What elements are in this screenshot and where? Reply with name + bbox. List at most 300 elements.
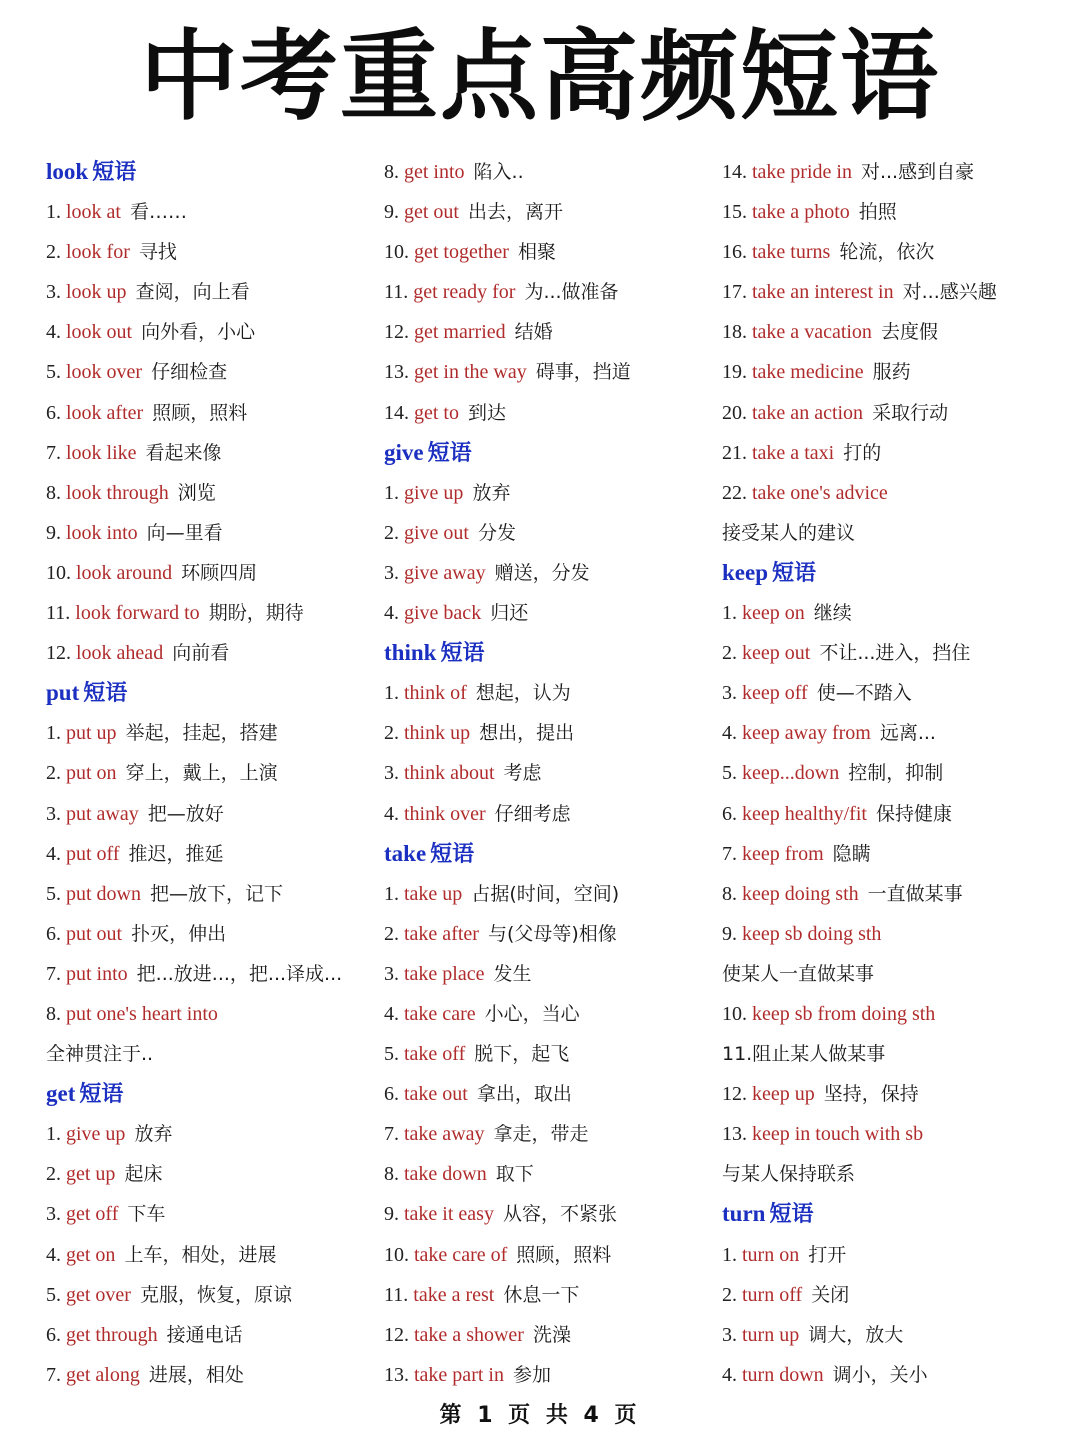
phrase-chinese: 出去，离开	[468, 201, 564, 224]
phrase-number: 7.	[722, 842, 737, 865]
phrase-chinese: 举起，挂起，搭建	[125, 722, 278, 745]
phrase-item	[384, 473, 722, 513]
section-header-word: keep	[722, 559, 768, 585]
phrase-english: get up	[66, 1163, 116, 1186]
phrase-number: 1.	[46, 1123, 61, 1146]
phrase-number: 4.	[46, 1243, 61, 1266]
phrase-chinese: 对...感到自豪	[860, 161, 975, 183]
phrase-english: take pride in	[752, 161, 852, 183]
phrase-number: 6.	[722, 802, 737, 825]
phrase-english: put off	[66, 842, 120, 865]
phrase-number: 10.	[384, 1243, 409, 1266]
phrase-item	[384, 192, 722, 232]
phrase-meaning-line: 接受某人的建议	[722, 521, 856, 544]
phrase-chinese: 分发	[478, 521, 517, 544]
phrase-english: think over	[404, 802, 486, 825]
phrase-english: turn on	[742, 1243, 800, 1266]
phrase-item	[384, 1074, 722, 1114]
phrase-item	[722, 1074, 1052, 1114]
section-header	[722, 553, 1052, 593]
phrase-english: take after	[404, 922, 479, 945]
phrase-english: put into	[66, 962, 128, 985]
phrase-item	[722, 713, 1052, 753]
phrase-item	[722, 593, 1052, 633]
phrase-english: get out	[404, 201, 459, 224]
phrase-english: take it easy	[404, 1203, 494, 1226]
phrase-number: 14.	[722, 161, 747, 183]
phrase-english: keep away from	[742, 722, 871, 745]
phrase-english: turn up	[742, 1323, 800, 1346]
phrase-english: look for	[66, 241, 130, 264]
phrase-number: 6.	[384, 1083, 399, 1106]
phrase-number: 2.	[384, 922, 399, 945]
phrase-number: 14.	[384, 401, 409, 424]
phrase-item	[46, 1235, 384, 1275]
phrase-number: 3.	[384, 762, 399, 785]
phrase-item	[46, 794, 384, 834]
section-header	[46, 152, 384, 192]
phrase-chinese: 打的	[843, 441, 882, 464]
section-header-word: turn	[722, 1201, 766, 1227]
phrase-english: put away	[66, 802, 139, 825]
section-header-label: 短语	[430, 841, 475, 867]
phrase-chinese: 下车	[127, 1203, 166, 1226]
phrase-english: take one's advice	[752, 481, 888, 504]
phrase-number: 5.	[384, 1043, 399, 1066]
phrase-english: put out	[66, 922, 123, 945]
phrase-english: think about	[404, 762, 495, 785]
phrase-number: 5.	[46, 882, 61, 905]
phrase-number: 4.	[722, 1363, 737, 1386]
phrase-item	[722, 673, 1052, 713]
phrase-item	[722, 152, 1052, 192]
section-header	[384, 633, 722, 673]
phrase-english: get off	[66, 1203, 119, 1226]
phrase-english: think up	[404, 722, 471, 745]
phrase-chinese: 到达	[468, 401, 507, 424]
phrase-english: give back	[404, 602, 482, 625]
phrase-chinese: 进展，相处	[148, 1363, 244, 1386]
phrase-number: 19.	[722, 361, 747, 384]
phrase-number: 17.	[722, 281, 747, 304]
phrase-chinese: 取下	[495, 1163, 534, 1186]
column-2	[384, 152, 722, 1395]
phrase-chinese: 接通电话	[166, 1323, 243, 1346]
phrase-item	[384, 1275, 722, 1315]
phrase-meaning-line: 使某人一直做某事	[722, 962, 875, 985]
phrase-chinese: 把—放好	[147, 802, 224, 825]
phrase-number: 3.	[384, 962, 399, 985]
phrase-item	[722, 473, 1052, 513]
phrase-english: take away	[404, 1123, 485, 1146]
phrase-english: take a vacation	[752, 321, 872, 344]
phrase-english: keep on	[742, 602, 805, 625]
phrase-item	[46, 713, 384, 753]
phrase-english: take up	[404, 882, 463, 905]
phrase-chinese: 远离...	[879, 722, 936, 745]
phrase-chinese: 继续	[813, 602, 852, 625]
phrase-number: 22.	[722, 481, 747, 504]
phrase-chinese: 参加	[512, 1363, 551, 1386]
phrase-number: 10.	[722, 1002, 747, 1025]
phrase-english: keep up	[752, 1083, 815, 1106]
phrase-item	[722, 433, 1052, 473]
phrase-number: 2.	[46, 241, 61, 264]
phrase-number: 21.	[722, 441, 747, 464]
page-title: 中考重点高频短语	[139, 20, 940, 134]
phrase-item	[384, 393, 722, 433]
phrase-item	[384, 152, 722, 192]
phrase-item	[384, 1194, 722, 1234]
phrase-number: 7.	[46, 1363, 61, 1386]
phrase-number: 20.	[722, 401, 747, 424]
phrase-chinese: 从容，不紧张	[502, 1203, 617, 1226]
phrase-chinese: 小心，当心	[484, 1002, 580, 1025]
phrase-item	[384, 954, 722, 994]
phrase-number: 12.	[384, 321, 409, 344]
phrase-number: 2.	[384, 722, 399, 745]
phrase-number: 4.	[384, 802, 399, 825]
phrase-chinese: 浏览	[177, 481, 216, 504]
phrase-number: 1.	[722, 1243, 737, 1266]
phrase-chinese: 期盼，期待	[208, 602, 304, 625]
phrase-number: 9.	[384, 1203, 399, 1226]
section-header-label: 短语	[427, 440, 472, 466]
section-header-label: 短语	[769, 1202, 814, 1228]
phrase-english: put on	[66, 762, 117, 785]
phrase-item	[384, 593, 722, 633]
phrase-english: get on	[66, 1243, 116, 1266]
phrase-number: 11.	[46, 602, 71, 625]
phrase-english: look after	[66, 401, 144, 424]
phrase-item	[46, 1315, 384, 1355]
phrase-chinese: 休息一下	[503, 1283, 580, 1306]
phrase-english: take down	[404, 1163, 487, 1186]
phrase-number: 5.	[722, 762, 737, 785]
phrase-chinese: 上车，相处，进展	[124, 1243, 277, 1266]
phrase-english: look through	[66, 481, 169, 504]
phrase-item	[46, 1355, 384, 1395]
phrase-chinese: 一直做某事	[867, 882, 963, 905]
phrase-meaning-line: 11.阻止某人做某事	[722, 1043, 886, 1066]
phrase-chinese: 放弃	[134, 1123, 173, 1146]
phrase-number: 12.	[384, 1323, 409, 1346]
phrase-english: put up	[66, 722, 117, 745]
phrase-english: look over	[66, 361, 143, 384]
phrase-meaning-line: 全神贯注于..	[46, 1043, 154, 1066]
phrase-item	[384, 352, 722, 392]
phrase-item	[46, 753, 384, 793]
phrase-item	[722, 192, 1052, 232]
phrase-chinese: 调大，放大	[808, 1323, 904, 1346]
phrase-english: get into	[404, 161, 465, 183]
phrase-item	[384, 753, 722, 793]
phrase-item	[722, 393, 1052, 433]
phrase-number: 1.	[46, 722, 61, 745]
phrase-item	[46, 473, 384, 513]
phrase-english: think of	[404, 682, 467, 705]
phrase-item	[722, 232, 1052, 272]
phrase-number: 1.	[384, 882, 399, 905]
phrase-number: 4.	[384, 1002, 399, 1025]
phrase-item	[384, 553, 722, 593]
phrase-item	[722, 753, 1052, 793]
phrase-english: keep sb doing sth	[742, 922, 882, 945]
phrase-chinese: 不让...进入，挡住	[819, 642, 971, 665]
phrase-number: 4.	[46, 321, 61, 344]
section-header	[722, 1194, 1052, 1234]
phrase-english: keep sb from doing sth	[752, 1002, 936, 1025]
phrase-columns	[46, 152, 1046, 1395]
phrase-number: 8.	[722, 882, 737, 905]
phrase-english: keep...down	[742, 762, 840, 785]
phrase-number: 2.	[722, 1283, 737, 1306]
phrase-english: get together	[414, 241, 509, 264]
section-header	[384, 433, 722, 473]
phrase-chinese: 推迟，推延	[128, 842, 224, 865]
phrase-item	[46, 1275, 384, 1315]
phrase-english: give out	[404, 521, 469, 544]
phrase-number: 10.	[46, 561, 71, 584]
phrase-item	[722, 312, 1052, 352]
phrase-number: 4.	[722, 722, 737, 745]
phrase-chinese: 洗澡	[532, 1323, 571, 1346]
section-header	[46, 673, 384, 713]
phrase-item	[722, 834, 1052, 874]
phrase-english: look at	[66, 201, 121, 224]
phrase-item	[46, 352, 384, 392]
phrase-chinese: 寻找	[138, 241, 177, 264]
phrase-item	[384, 713, 722, 753]
phrase-english: take an action	[752, 401, 864, 424]
phrase-chinese: 向—里看	[146, 521, 223, 544]
page-footer: 第 1 页 共 4 页	[439, 1403, 641, 1428]
phrase-chinese: 拿走，带走	[493, 1123, 589, 1146]
section-header-word: get	[46, 1081, 76, 1107]
phrase-number: 3.	[46, 1203, 61, 1226]
phrase-number: 6.	[46, 1323, 61, 1346]
phrase-english: take an interest in	[752, 281, 894, 304]
phrase-chinese: 起床	[124, 1163, 163, 1186]
phrase-item	[46, 994, 384, 1034]
phrase-chinese: 穿上，戴上，上演	[125, 762, 278, 785]
phrase-english: take a rest	[413, 1283, 495, 1306]
phrase-chinese: 拍照	[858, 201, 897, 224]
phrase-english: put down	[66, 882, 141, 905]
phrase-english: look into	[66, 521, 138, 544]
phrase-item	[384, 994, 722, 1034]
phrase-item	[384, 312, 722, 352]
phrase-item	[722, 874, 1052, 914]
phrase-item	[384, 272, 722, 312]
phrase-english: take a photo	[752, 201, 850, 224]
phrase-item	[46, 393, 384, 433]
phrase-english: take care of	[414, 1243, 508, 1266]
phrase-number: 8.	[46, 481, 61, 504]
phrase-item	[384, 1355, 722, 1395]
phrase-number: 5.	[46, 1283, 61, 1306]
phrase-chinese: 发生	[493, 962, 532, 985]
phrase-item	[46, 1154, 384, 1194]
phrase-number: 6.	[46, 922, 61, 945]
phrase-number: 9.	[46, 521, 61, 544]
phrase-item	[46, 834, 384, 874]
phrase-english: keep in touch with sb	[752, 1123, 924, 1146]
phrase-number: 2.	[46, 762, 61, 785]
phrase-english: keep off	[742, 682, 808, 705]
phrase-chinese: 控制，抑制	[848, 762, 944, 785]
phrase-number: 11.	[384, 281, 409, 304]
phrase-number: 11.	[384, 1283, 409, 1306]
section-header-label: 短语	[79, 1082, 124, 1108]
phrase-english: look ahead	[76, 642, 164, 665]
section-header-word: put	[46, 680, 80, 706]
phrase-english: get ready for	[413, 281, 516, 304]
phrase-chinese: 仔细考虑	[494, 802, 571, 825]
phrase-number: 18.	[722, 321, 747, 344]
phrase-number: 1.	[384, 481, 399, 504]
phrase-english: take off	[404, 1043, 466, 1066]
phrase-item	[384, 1154, 722, 1194]
phrase-chinese: 向前看	[172, 642, 230, 665]
phrase-number: 16.	[722, 241, 747, 264]
phrase-english: look forward to	[75, 602, 200, 625]
phrase-chinese: 坚持，保持	[823, 1083, 919, 1106]
phrase-item	[46, 312, 384, 352]
phrase-english: take care	[404, 1002, 476, 1025]
phrase-number: 6.	[46, 401, 61, 424]
phrase-english: take a taxi	[752, 441, 835, 464]
phrase-number: 2.	[46, 1163, 61, 1186]
phrase-chinese: 轮流，依次	[839, 241, 935, 264]
phrase-english: take out	[404, 1083, 468, 1106]
phrase-english: keep from	[742, 842, 824, 865]
phrase-item	[46, 874, 384, 914]
section-header-word: look	[46, 159, 89, 184]
phrase-item	[722, 994, 1052, 1034]
phrase-chinese: 向外看，小心	[141, 321, 256, 344]
phrase-number: 4.	[384, 602, 399, 625]
phrase-chinese: 关闭	[811, 1283, 850, 1306]
phrase-item	[46, 232, 384, 272]
phrase-chinese: 环顾四周	[181, 561, 258, 584]
phrase-number: 3.	[46, 802, 61, 825]
phrase-item	[46, 914, 384, 954]
phrase-chinese: 陷入..	[473, 161, 524, 183]
phrase-english: look like	[66, 441, 137, 464]
phrase-english: get married	[414, 321, 506, 344]
phrase-chinese: 对...感兴趣	[902, 281, 997, 304]
phrase-number: 12.	[722, 1083, 747, 1106]
section-header	[46, 1074, 384, 1114]
phrase-item	[46, 1194, 384, 1234]
phrase-item	[722, 1235, 1052, 1275]
phrase-item	[384, 673, 722, 713]
phrase-item	[384, 914, 722, 954]
phrase-number: 15.	[722, 201, 747, 224]
phrase-chinese: 结婚	[514, 321, 553, 344]
phrase-chinese: 服药	[872, 361, 911, 384]
phrase-number: 3.	[384, 561, 399, 584]
phrase-chinese: 克服，恢复，原谅	[139, 1283, 292, 1306]
phrase-number: 8.	[384, 1163, 399, 1186]
phrase-chinese: 去度假	[880, 321, 938, 344]
phrase-number: 3.	[46, 281, 61, 304]
phrase-chinese: 看起来像	[145, 441, 222, 464]
phrase-number: 7.	[46, 962, 61, 985]
phrase-english: look out	[66, 321, 133, 344]
phrase-english: give up	[404, 481, 464, 504]
phrase-chinese: 隐瞒	[832, 842, 871, 865]
phrase-english: get along	[66, 1363, 140, 1386]
phrase-chinese: 放弃	[472, 481, 511, 504]
phrase-number: 8.	[46, 1002, 61, 1025]
phrase-item	[722, 633, 1052, 673]
phrase-number: 12.	[46, 642, 71, 665]
phrase-item	[384, 1114, 722, 1154]
phrase-number: 13.	[722, 1123, 747, 1146]
phrase-chinese: 把—放下，记下	[150, 882, 284, 905]
phrase-english: look up	[66, 281, 127, 304]
phrase-meaning-line: 与某人保持联系	[722, 1163, 856, 1186]
phrase-chinese: 归还	[490, 602, 529, 625]
phrase-english: keep doing sth	[742, 882, 859, 905]
phrase-english: give up	[66, 1123, 126, 1146]
phrase-chinese: 想起，认为	[475, 682, 571, 705]
phrase-chinese: 碍事，挡道	[535, 361, 631, 384]
phrase-chinese: 考虑	[503, 762, 542, 785]
phrase-chinese: 采取行动	[872, 401, 949, 424]
phrase-chinese: 照顾，照料	[152, 401, 248, 424]
phrase-english: get in the way	[414, 361, 527, 384]
section-header-word: think	[384, 640, 437, 666]
phrase-chinese: 想出，提出	[479, 722, 575, 745]
phrase-item	[46, 553, 384, 593]
phrase-number: 8.	[384, 161, 399, 183]
phrase-english: turn off	[742, 1283, 803, 1306]
phrase-english: take turns	[752, 241, 831, 264]
phrase-item	[722, 1275, 1052, 1315]
phrase-item	[722, 1355, 1052, 1395]
phrase-english: take medicine	[752, 361, 864, 384]
phrase-english: keep healthy/fit	[742, 802, 867, 825]
section-header	[384, 834, 722, 874]
phrase-item	[46, 633, 384, 673]
phrase-english: get through	[66, 1323, 158, 1346]
phrase-item	[384, 513, 722, 553]
phrase-number: 3.	[722, 682, 737, 705]
phrase-chinese: 赠送，分发	[494, 561, 590, 584]
phrase-english: look around	[76, 561, 173, 584]
phrase-item	[46, 513, 384, 553]
phrase-item	[722, 1315, 1052, 1355]
phrase-chinese: 仔细检查	[151, 361, 228, 384]
phrase-number: 9.	[722, 922, 737, 945]
phrase-item	[46, 433, 384, 473]
phrase-number: 13.	[384, 361, 409, 384]
phrase-english: take part in	[414, 1363, 504, 1386]
phrase-english: put one's heart into	[66, 1002, 218, 1025]
phrase-chinese: 为...做准备	[524, 281, 619, 304]
section-header-label: 短语	[92, 160, 137, 185]
phrase-chinese: 拿出，取出	[476, 1083, 572, 1106]
phrase-number: 1.	[384, 682, 399, 705]
section-header-label: 短语	[440, 641, 485, 667]
phrase-item	[722, 272, 1052, 312]
phrase-chinese: 照顾，照料	[516, 1243, 612, 1266]
phrase-number: 13.	[384, 1363, 409, 1386]
column-3	[722, 152, 1052, 1395]
